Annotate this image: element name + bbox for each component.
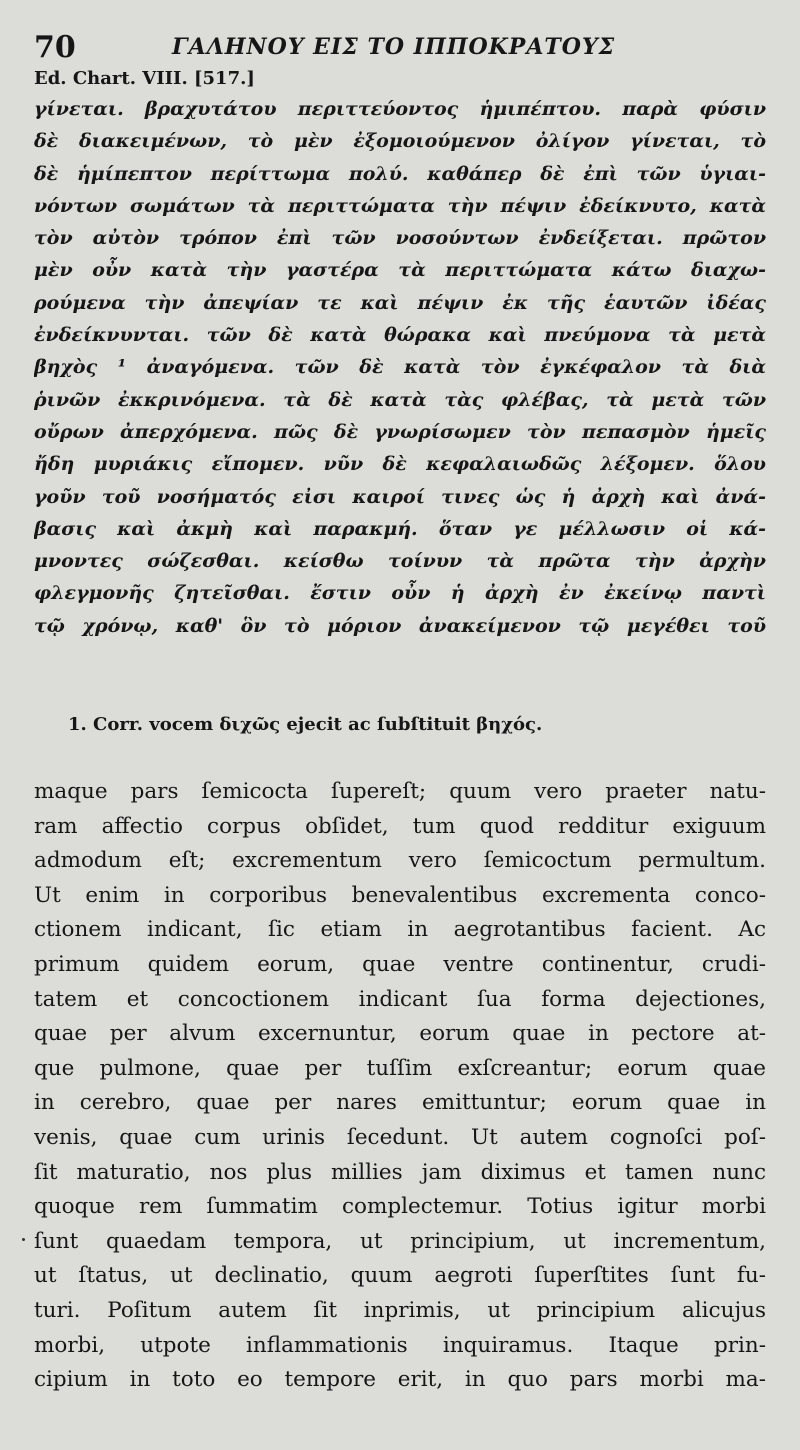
greek-line: γοῦν τοῦ νοσήματός εἰσι καιροί τινες ὡς ἡ ἀρχὴ καὶ ἀνά- (34, 485, 766, 508)
latin-line: cipium in toto eo tempore erit, in quo pars morbi ma- (34, 1367, 766, 1393)
greek-line: μὲν οὖν κατὰ τὴν γαστέρα τὰ περιττώματα κάτω διαχω- (34, 259, 766, 282)
latin-line: tatem et concoctionem indicant ſua forma dejectiones, (34, 986, 766, 1012)
greek-line: ῥινῶν ἐκκρινόμενα. τὰ δὲ κατὰ τὰς φλέβας, τὰ μετὰ τῶν (34, 388, 766, 411)
greek-line: νόντων σωμάτων τὰ περιττώματα τὴν πέψιν ἐδείκνυτο, κατὰ (34, 194, 766, 217)
greek-line: βηχὸς ¹ ἀναγόμενα. τῶν δὲ κατὰ τὸν ἐγκέφαλον τὰ διὰ (34, 356, 766, 379)
greek-line: ρούμενα τὴν ἀπεψίαν τε καὶ πέψιν ἐκ τῆς ἑαυτῶν ἰδέας (34, 291, 766, 314)
page-number: 70 (34, 30, 76, 65)
latin-line: quoque rem ſummatim complectemur. Totius igitur morbi (34, 1194, 766, 1220)
greek-line: ἤδη μυριάκις εἴπομεν. νῦν δὲ κεφαλαιωδῶς λέξομεν. ὅλου (34, 453, 766, 476)
greek-line: ἐνδείκνυνται. τῶν δὲ κατὰ θώρακα καὶ πνεύμονα τὰ μετὰ (34, 324, 766, 347)
greek-line: τὸν αὐτὸν τρόπον ἐπὶ τῶν νοσούντων ἐνδείξεται. πρῶτον (34, 227, 766, 250)
page-header (34, 30, 774, 64)
greek-text-block (34, 93, 766, 642)
latin-text-block (34, 775, 766, 1398)
greek-line: φλεγμονῆς ζητεῖσθαι. ἔστιν οὖν ἡ ἀρχὴ ἐν ἐκείνῳ παντὶ (34, 582, 766, 605)
greek-line: τῷ χρόνῳ, καθ' ὃν τὸ μόριον ἀνακείμενον τῷ μεγέθει τοῦ (34, 614, 766, 637)
latin-line: morbi, utpote inflammationis inquiramus. Itaque prin- (34, 1332, 766, 1358)
latin-line: in cerebro, quae per nares emittuntur; eorum quae in (34, 1090, 766, 1116)
ink-speck (22, 1238, 25, 1241)
greek-line: δὲ ἡμίπεπτον περίττωμα πολύ. καθάπερ δὲ ἐπὶ τῶν ὑγιαι- (34, 162, 766, 185)
latin-line: ſunt quaedam tempora, ut principium, ut incrementum, (34, 1228, 766, 1254)
greek-line: μνοντες σώζεσθαι. κείσθω τοίνυν τὰ πρῶτα τὴν ἀρχὴν (34, 550, 766, 573)
latin-line: venis, quae cum urinis ſecedunt. Ut autem cognoſci poſ- (34, 1124, 766, 1150)
running-title: ΓΑΛΗΝΟΥ ΕΙΣ ΤΟ ΙΠΠΟΚΡΑΤΟΥΣ (172, 34, 616, 60)
edition-reference: Ed. Chart. VIII. [517.] (34, 68, 255, 89)
latin-line: quae per alvum excernuntur, eorum quae in pectore at- (34, 1021, 766, 1047)
greek-line: βασις καὶ ἀκμὴ καὶ παρακμή. ὅταν γε μέλλωσιν οἱ κά- (34, 517, 766, 540)
latin-line: que pulmone, quae per tuſſim exſcreantur; eorum quae (34, 1055, 766, 1081)
latin-line: maque pars ſemicocta ſupereſt; quum vero praeter natu- (34, 779, 766, 804)
latin-line: admodum eſt; excrementum vero ſemicoctum permultum. (34, 848, 766, 874)
latin-line: ut ſtatus, ut declinatio, quum aegroti ſuperſtites ſunt fu- (34, 1263, 766, 1289)
latin-line: ram affectio corpus obſidet, tum quod redditur exiguum (34, 813, 766, 839)
greek-line: δὲ διακειμένων, τὸ μὲν ἐξομοιούμενον ὀλίγον γίνεται, τὸ (34, 130, 766, 153)
latin-line: ſit maturatio, nos plus millies jam diximus et tamen nunc (34, 1159, 766, 1185)
footnote: 1. Corr. vocem διχῶς ejecit ac ſubſtituit βηχός. (68, 714, 543, 735)
latin-line: ctionem indicant, ſic etiam in aegrotantibus facient. Ac (34, 917, 766, 943)
latin-line: Ut enim in corporibus benevalentibus excrementa conco- (34, 882, 766, 908)
latin-line: turi. Poſitum autem ſit inprimis, ut principium alicujus (34, 1297, 766, 1323)
greek-line: γίνεται. βραχυτάτου περιττεύοντος ἡμιπέπτου. παρὰ φύσιν (34, 98, 766, 120)
latin-line: primum quidem eorum, quae ventre continentur, crudi- (34, 951, 766, 977)
greek-line: οὔρων ἀπερχόμενα. πῶς δὲ γνωρίσωμεν τὸν πεπασμὸν ἡμεῖς (34, 420, 766, 443)
